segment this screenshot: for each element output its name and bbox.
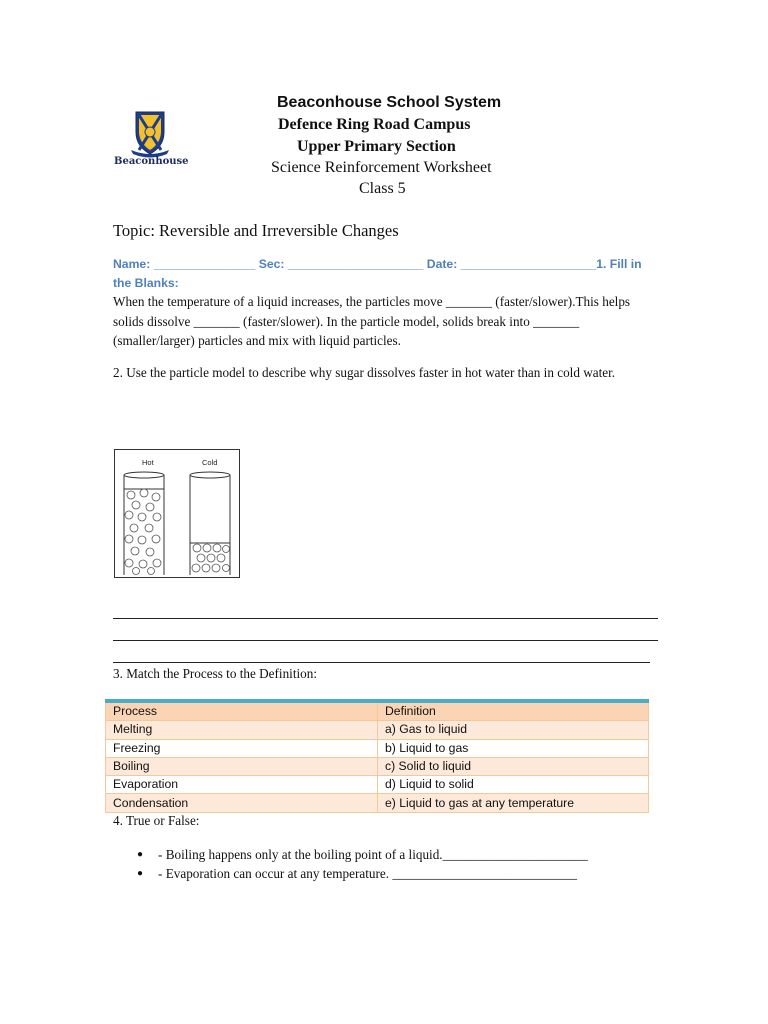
process-cell: Evaporation <box>106 776 378 794</box>
definition-cell: c) Solid to liquid <box>378 757 649 775</box>
bullet-icon: ● <box>137 849 144 860</box>
hot-cold-beakers-figure <box>114 449 240 578</box>
answer-line[interactable] <box>113 619 658 641</box>
process-cell: Melting <box>106 721 378 739</box>
worksheet-title: Science Reinforcement Worksheet <box>271 159 492 176</box>
answer-lines[interactable] <box>113 597 658 663</box>
true-false-list <box>137 845 588 883</box>
question-2-text: 2. Use the particle model to describe why sugar dissolves faster in hot water than in cold water. <box>113 365 616 380</box>
table-row <box>106 794 649 812</box>
logo-wordmark: Beaconhouse <box>114 156 189 167</box>
table-row <box>106 739 649 757</box>
table-row <box>106 721 649 739</box>
section-name: Upper Primary Section <box>297 138 456 155</box>
list-item <box>137 864 588 883</box>
question-4-text: 4. True or False: <box>113 813 200 828</box>
class-label: Class 5 <box>359 180 406 197</box>
true-false-statement: - Evaporation can occur at any temperature. ____________________________ <box>158 866 577 881</box>
topic-heading: Topic: Reversible and Irreversible Changes <box>113 221 399 240</box>
answer-line[interactable] <box>113 641 650 663</box>
process-cell: Boiling <box>106 757 378 775</box>
match-table <box>105 699 649 813</box>
process-cell: Freezing <box>106 739 378 757</box>
list-item <box>137 845 588 864</box>
definition-cell: d) Liquid to solid <box>378 776 649 794</box>
answer-line[interactable] <box>113 597 658 619</box>
table-header-cell: Process <box>106 701 378 721</box>
cold-label: Cold <box>202 458 218 467</box>
question-3-text: 3. Match the Process to the Definition: <box>113 666 318 681</box>
definition-cell: b) Liquid to gas <box>378 739 649 757</box>
school-name: Beaconhouse School System <box>277 94 502 111</box>
bullet-icon: ● <box>137 868 144 879</box>
table-row <box>106 776 649 794</box>
table-row <box>106 757 649 775</box>
definition-cell: a) Gas to liquid <box>378 721 649 739</box>
campus-name: Defence Ring Road Campus <box>278 116 471 133</box>
true-false-statement: - Boiling happens only at the boiling point of a liquid.______________________ <box>158 847 588 862</box>
question-1-text: When the temperature of a liquid increases, the particles move _______ (faster/slower).This helps solids dissolve _______ (faster/slower). In the particle model, solids break into _______ (smaller/larger) particles and mix with liquid particles. <box>113 294 631 348</box>
student-info-line: Name: _______________ Sec: ____________________ Date: ____________________1. Fill in the Blanks: <box>113 257 642 290</box>
hot-label: Hot <box>142 458 154 467</box>
definition-cell: e) Liquid to gas at any temperature <box>378 794 649 812</box>
table-header-cell: Definition <box>378 701 649 721</box>
table-header-row <box>106 701 649 721</box>
process-cell: Condensation <box>106 794 378 812</box>
